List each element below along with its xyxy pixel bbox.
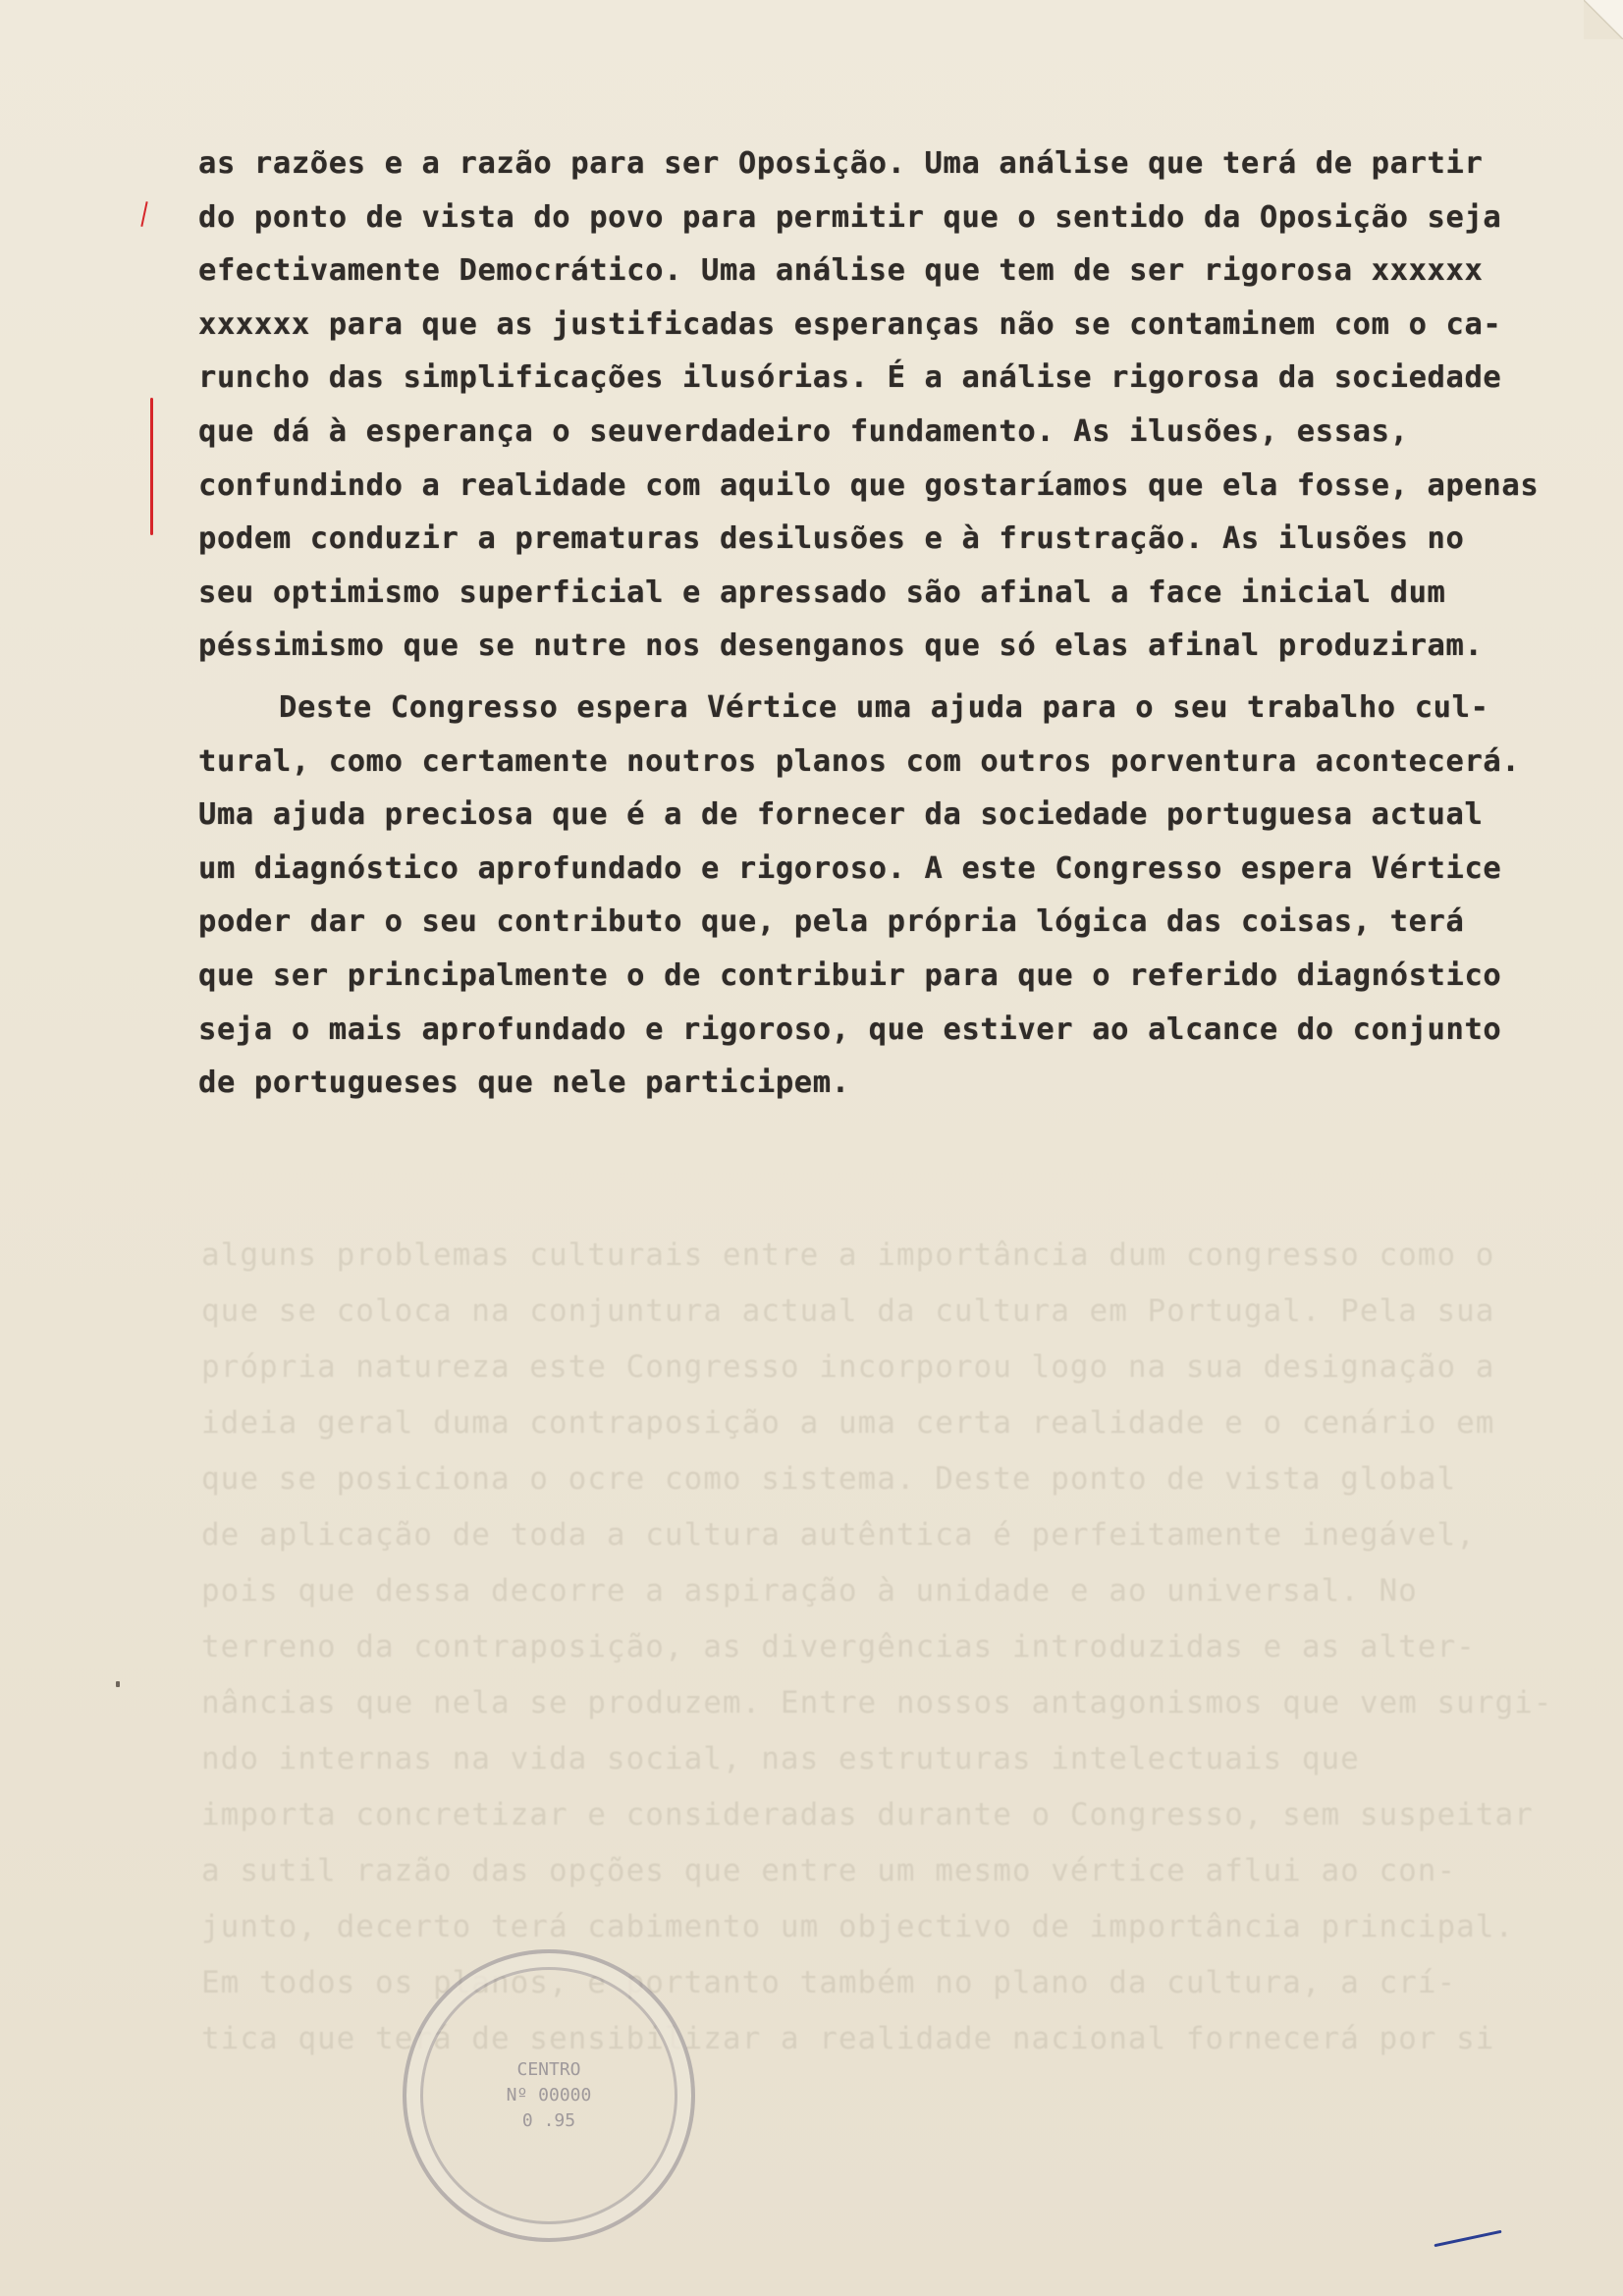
stamp-text: CENTRO Nº 00000 0 .95 (506, 2059, 592, 2131)
text-line: péssimismo que se nutre nos desenganos que só elas afinal produziram. (198, 629, 1484, 664)
blue-pen-mark (1434, 2230, 1501, 2247)
red-margin-line (150, 398, 153, 535)
text-line: seja o mais aprofundado e rigoroso, que estiver ao alcance do conjunto (198, 1011, 1502, 1047)
text-line: xxxxxx para que as justificadas esperanças não se contaminem com o ca- (198, 306, 1502, 342)
text-line: um diagnóstico aprofundado e rigoroso. A este Congresso espera Vértice (198, 850, 1502, 886)
text-line: podem conduzir a prematuras desilusões e à frustração. As ilusões no (198, 521, 1465, 557)
text-line: runcho das simplificações ilusórias. É a análise rigorosa da sociedade (198, 360, 1502, 396)
show-through-text: alguns problemas culturais entre a importância dum congresso como o que se coloca na conjuntura actual da cultura em Portugal. Pela sua própria natureza este Congresso incorporou logo na sua designação a ideia geral duma contraposição a uma certa realidade e o cenário em que se posiciona o ocre como sistema. Deste ponto de vista global de aplicação de toda a cultura autêntica é perfeitamente inegável, pois que dessa decorre a aspiração à unidade e ao universal. No terreno da contraposição, as divergências introduzidas e as alter- nâncias que nela se produzem. Entre nossos antagonismos que vem surgi- ndo internas na vida social, nas estruturas intelectuais que importa concretizar e consideradas durante o Congresso, sem suspeitar a sutil razão das opções que entre um mesmo vértice aflui ao con- junto, decerto terá cabimento um objectivo de importância principal. Em todos os planos, e portanto também no plano da cultura, a crí- tica que terá de sensibilizar a realidade nacional fornecerá por si (201, 1237, 1553, 2056)
text-line: seu optimismo superficial e apressado são afinal a face inicial dum (198, 574, 1446, 610)
red-margin-tick (140, 201, 147, 227)
text-line: Uma ajuda preciosa que é a de fornecer da sociedade portuguesa actual (198, 797, 1484, 833)
archive-stamp (403, 1949, 695, 2242)
text-line: poder dar o seu contributo que, pela própria lógica das coisas, terá (198, 904, 1465, 940)
text-line: do ponto de vista do povo para permitir que o sentido da Oposição seja (198, 199, 1502, 235)
text-line: tural, como certamente noutros planos com outros porventura acontecerá. (198, 743, 1521, 779)
ink-speck (116, 1681, 120, 1687)
text-line: as razões e a razão para ser Oposição. Uma análise que terá de partir (198, 146, 1484, 181)
text-line: que ser principalmente o de contribuir para que o referido diagnóstico (198, 957, 1502, 993)
text-line: Deste Congresso espera Vértice uma ajuda para o seu trabalho cul- (279, 689, 1489, 725)
text-line: confundindo a realidade com aquilo que gostaríamos que ela fosse, apenas (198, 467, 1540, 503)
text-line: efectivamente Democrático. Uma análise que tem de ser rigorosa xxxxxx (198, 253, 1484, 289)
folded-corner (1584, 0, 1623, 39)
text-line: que dá à esperança o seuverdadeiro fundamento. As ilusões, essas, (198, 413, 1409, 449)
typewritten-text (198, 137, 1602, 1111)
text-line: de portugueses que nele participem. (198, 1066, 850, 1101)
